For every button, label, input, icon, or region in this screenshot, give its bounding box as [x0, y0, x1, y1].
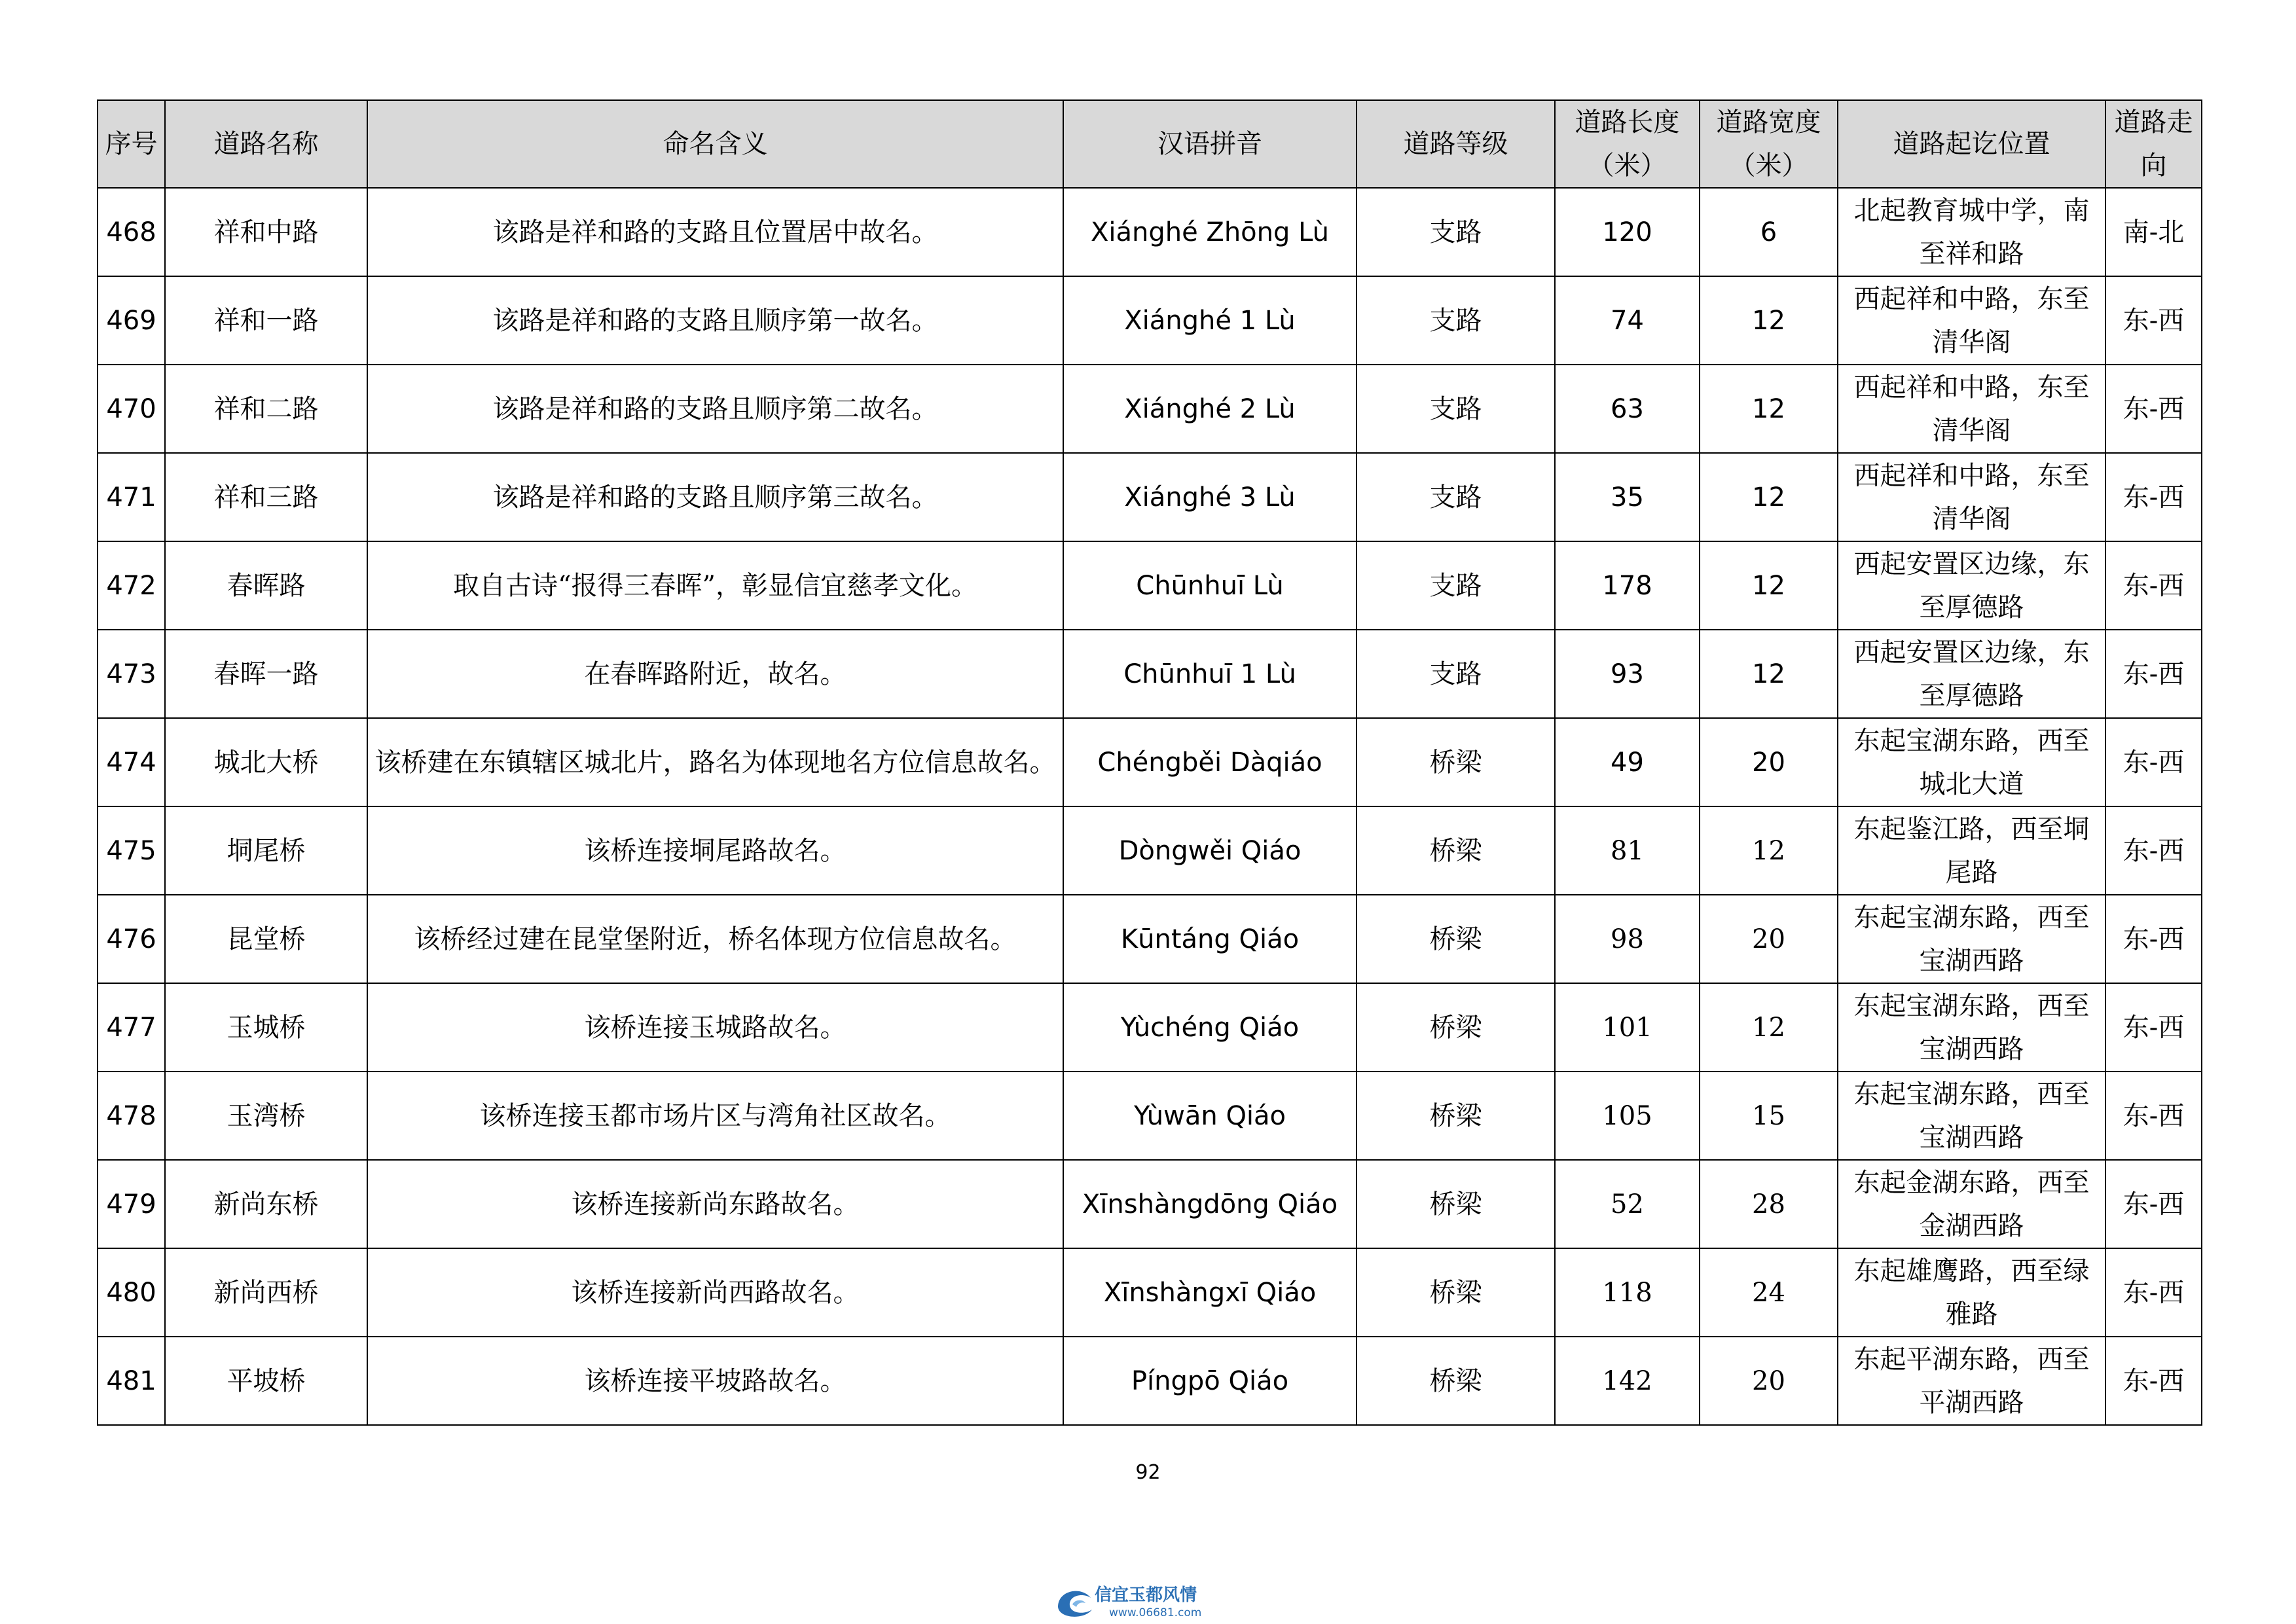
header-range: 道路起讫位置	[1838, 100, 2105, 188]
cell-index: 473	[98, 630, 165, 718]
cell-width: 15	[1700, 1072, 1838, 1160]
cell-grade: 桥梁	[1357, 1337, 1555, 1425]
cell-grade: 支路	[1357, 453, 1555, 541]
cell-index: 471	[98, 453, 165, 541]
cell-direction: 东-西	[2105, 1072, 2202, 1160]
cell-direction: 东-西	[2105, 806, 2202, 895]
watermark-text: 信宜玉都风情	[1095, 1585, 1197, 1605]
header-name: 道路名称	[165, 100, 367, 188]
cell-width: 12	[1700, 453, 1838, 541]
cell-range: 东起鉴江路，西至垌尾路	[1838, 806, 2105, 895]
cell-pinyin: Chéngběi Dàqiáo	[1063, 718, 1357, 806]
header-index: 序号	[98, 100, 165, 188]
header-direction: 道路走向	[2105, 100, 2202, 188]
table-row	[98, 1248, 2202, 1337]
cell-pinyin: Xiánghé Zhōng Lù	[1063, 188, 1357, 276]
cell-width: 20	[1700, 1337, 1838, 1425]
cell-length: 74	[1555, 276, 1700, 365]
table-body	[98, 188, 2202, 1425]
watermark-url: www.06681.com	[1109, 1606, 1202, 1619]
cell-grade: 桥梁	[1357, 1072, 1555, 1160]
cell-direction: 东-西	[2105, 1160, 2202, 1248]
cell-index: 468	[98, 188, 165, 276]
road-naming-table	[97, 99, 2202, 1426]
cell-index: 475	[98, 806, 165, 895]
cell-width: 12	[1700, 541, 1838, 630]
table-row	[98, 1337, 2202, 1425]
cell-name: 祥和一路	[165, 276, 367, 365]
cell-width: 20	[1700, 718, 1838, 806]
cell-width: 6	[1700, 188, 1838, 276]
cell-name: 玉城桥	[165, 983, 367, 1072]
cell-range: 东起宝湖东路，西至宝湖西路	[1838, 983, 2105, 1072]
header-width: 道路宽度（米）	[1700, 100, 1838, 188]
cell-range: 西起祥和中路，东至清华阁	[1838, 365, 2105, 453]
page-number: 92	[1135, 1461, 1161, 1484]
cell-name: 垌尾桥	[165, 806, 367, 895]
cell-index: 470	[98, 365, 165, 453]
cell-length: 93	[1555, 630, 1700, 718]
cell-meaning: 该路是祥和路的支路且顺序第一故名。	[367, 276, 1063, 365]
cell-meaning: 该桥连接玉都市场片区与湾角社区故名。	[367, 1072, 1063, 1160]
cell-index: 472	[98, 541, 165, 630]
cell-length: 120	[1555, 188, 1700, 276]
cell-index: 469	[98, 276, 165, 365]
cell-meaning: 该桥连接新尚西路故名。	[367, 1248, 1063, 1337]
cell-length: 63	[1555, 365, 1700, 453]
cell-direction: 东-西	[2105, 895, 2202, 983]
cell-pinyin: Yùchéng Qiáo	[1063, 983, 1357, 1072]
cell-grade: 桥梁	[1357, 718, 1555, 806]
header-length: 道路长度（米）	[1555, 100, 1700, 188]
cell-length: 35	[1555, 453, 1700, 541]
cell-name: 新尚西桥	[165, 1248, 367, 1337]
cell-name: 祥和中路	[165, 188, 367, 276]
cell-grade: 桥梁	[1357, 1160, 1555, 1248]
cell-direction: 东-西	[2105, 276, 2202, 365]
cell-pinyin: Xiánghé 2 Lù	[1063, 365, 1357, 453]
cell-direction: 东-西	[2105, 1337, 2202, 1425]
cell-range: 西起安置区边缘，东至厚德路	[1838, 630, 2105, 718]
cell-length: 52	[1555, 1160, 1700, 1248]
table-row	[98, 630, 2202, 718]
cell-meaning: 该路是祥和路的支路且位置居中故名。	[367, 188, 1063, 276]
cell-pinyin: Chūnhuī Lù	[1063, 541, 1357, 630]
cell-meaning: 该桥经过建在昆堂堡附近，桥名体现方位信息故名。	[367, 895, 1063, 983]
cell-name: 祥和三路	[165, 453, 367, 541]
cell-direction: 东-西	[2105, 718, 2202, 806]
cell-direction: 东-西	[2105, 1248, 2202, 1337]
cell-pinyin: Yùwān Qiáo	[1063, 1072, 1357, 1160]
table-row	[98, 983, 2202, 1072]
table-row	[98, 806, 2202, 895]
cell-pinyin: Xiánghé 1 Lù	[1063, 276, 1357, 365]
cell-direction: 南-北	[2105, 188, 2202, 276]
cell-range: 东起雄鹰路，西至绿雅路	[1838, 1248, 2105, 1337]
cell-range: 西起祥和中路，东至清华阁	[1838, 453, 2105, 541]
cell-name: 平坡桥	[165, 1337, 367, 1425]
table-row	[98, 453, 2202, 541]
cell-range: 西起祥和中路，东至清华阁	[1838, 276, 2105, 365]
cell-grade: 支路	[1357, 188, 1555, 276]
cell-range: 西起安置区边缘，东至厚德路	[1838, 541, 2105, 630]
cell-grade: 支路	[1357, 276, 1555, 365]
cell-grade: 桥梁	[1357, 895, 1555, 983]
cell-index: 477	[98, 983, 165, 1072]
cell-name: 昆堂桥	[165, 895, 367, 983]
table-row	[98, 718, 2202, 806]
table-row	[98, 1160, 2202, 1248]
cell-grade: 支路	[1357, 630, 1555, 718]
cell-width: 12	[1700, 276, 1838, 365]
cell-pinyin: Xīnshàngdōng Qiáo	[1063, 1160, 1357, 1248]
cell-meaning: 该桥连接新尚东路故名。	[367, 1160, 1063, 1248]
cell-grade: 支路	[1357, 541, 1555, 630]
cell-length: 81	[1555, 806, 1700, 895]
header-grade: 道路等级	[1357, 100, 1555, 188]
cell-length: 118	[1555, 1248, 1700, 1337]
header-pinyin: 汉语拼音	[1063, 100, 1357, 188]
cell-meaning: 取自古诗“报得三春晖”，彰显信宜慈孝文化。	[367, 541, 1063, 630]
cell-range: 东起平湖东路，西至平湖西路	[1838, 1337, 2105, 1425]
cell-index: 476	[98, 895, 165, 983]
cell-width: 20	[1700, 895, 1838, 983]
cell-name: 祥和二路	[165, 365, 367, 453]
cell-pinyin: Dòngwěi Qiáo	[1063, 806, 1357, 895]
cell-width: 28	[1700, 1160, 1838, 1248]
cell-width: 24	[1700, 1248, 1838, 1337]
table-row	[98, 365, 2202, 453]
cell-meaning: 该桥连接垌尾路故名。	[367, 806, 1063, 895]
cell-name: 春晖一路	[165, 630, 367, 718]
cell-length: 105	[1555, 1072, 1700, 1160]
cell-direction: 东-西	[2105, 983, 2202, 1072]
cell-width: 12	[1700, 806, 1838, 895]
cell-range: 北起教育城中学，南至祥和路	[1838, 188, 2105, 276]
table-row	[98, 541, 2202, 630]
cell-name: 城北大桥	[165, 718, 367, 806]
cell-meaning: 该路是祥和路的支路且顺序第三故名。	[367, 453, 1063, 541]
cell-length: 178	[1555, 541, 1700, 630]
cell-grade: 桥梁	[1357, 806, 1555, 895]
cell-name: 玉湾桥	[165, 1072, 367, 1160]
cell-index: 480	[98, 1248, 165, 1337]
header-row	[98, 100, 2202, 188]
cell-index: 479	[98, 1160, 165, 1248]
cell-direction: 东-西	[2105, 453, 2202, 541]
cell-name: 新尚东桥	[165, 1160, 367, 1248]
cell-length: 98	[1555, 895, 1700, 983]
cell-pinyin: Xiánghé 3 Lù	[1063, 453, 1357, 541]
cell-range: 东起宝湖东路，西至城北大道	[1838, 718, 2105, 806]
cell-grade: 桥梁	[1357, 1248, 1555, 1337]
table-row	[98, 276, 2202, 365]
cell-meaning: 该桥连接平坡路故名。	[367, 1337, 1063, 1425]
table-row	[98, 188, 2202, 276]
table-row	[98, 1072, 2202, 1160]
cell-width: 12	[1700, 630, 1838, 718]
cell-direction: 东-西	[2105, 541, 2202, 630]
cell-pinyin: Kūntáng Qiáo	[1063, 895, 1357, 983]
table-row	[98, 895, 2202, 983]
cell-meaning: 在春晖路附近，故名。	[367, 630, 1063, 718]
cell-pinyin: Píngpō Qiáo	[1063, 1337, 1357, 1425]
cell-index: 481	[98, 1337, 165, 1425]
header-meaning: 命名含义	[367, 100, 1063, 188]
cell-range: 东起宝湖东路，西至宝湖西路	[1838, 1072, 2105, 1160]
cell-index: 478	[98, 1072, 165, 1160]
cell-meaning: 该桥建在东镇辖区城北片，路名为体现地名方位信息故名。	[367, 718, 1063, 806]
cell-range: 东起金湖东路，西至金湖西路	[1838, 1160, 2105, 1248]
cell-direction: 东-西	[2105, 365, 2202, 453]
cell-length: 142	[1555, 1337, 1700, 1425]
cell-grade: 支路	[1357, 365, 1555, 453]
cell-range: 东起宝湖东路，西至宝湖西路	[1838, 895, 2105, 983]
table-header	[98, 100, 2202, 188]
cell-index: 474	[98, 718, 165, 806]
cell-width: 12	[1700, 983, 1838, 1072]
cell-name: 春晖路	[165, 541, 367, 630]
cell-meaning: 该桥连接玉城路故名。	[367, 983, 1063, 1072]
cell-meaning: 该路是祥和路的支路且顺序第二故名。	[367, 365, 1063, 453]
watermark-logo	[1053, 1581, 1249, 1621]
cell-direction: 东-西	[2105, 630, 2202, 718]
cell-pinyin: Xīnshàngxī Qiáo	[1063, 1248, 1357, 1337]
wave-logo-icon	[1053, 1581, 1249, 1621]
cell-grade: 桥梁	[1357, 983, 1555, 1072]
cell-length: 101	[1555, 983, 1700, 1072]
cell-length: 49	[1555, 718, 1700, 806]
cell-width: 12	[1700, 365, 1838, 453]
cell-pinyin: Chūnhuī 1 Lù	[1063, 630, 1357, 718]
